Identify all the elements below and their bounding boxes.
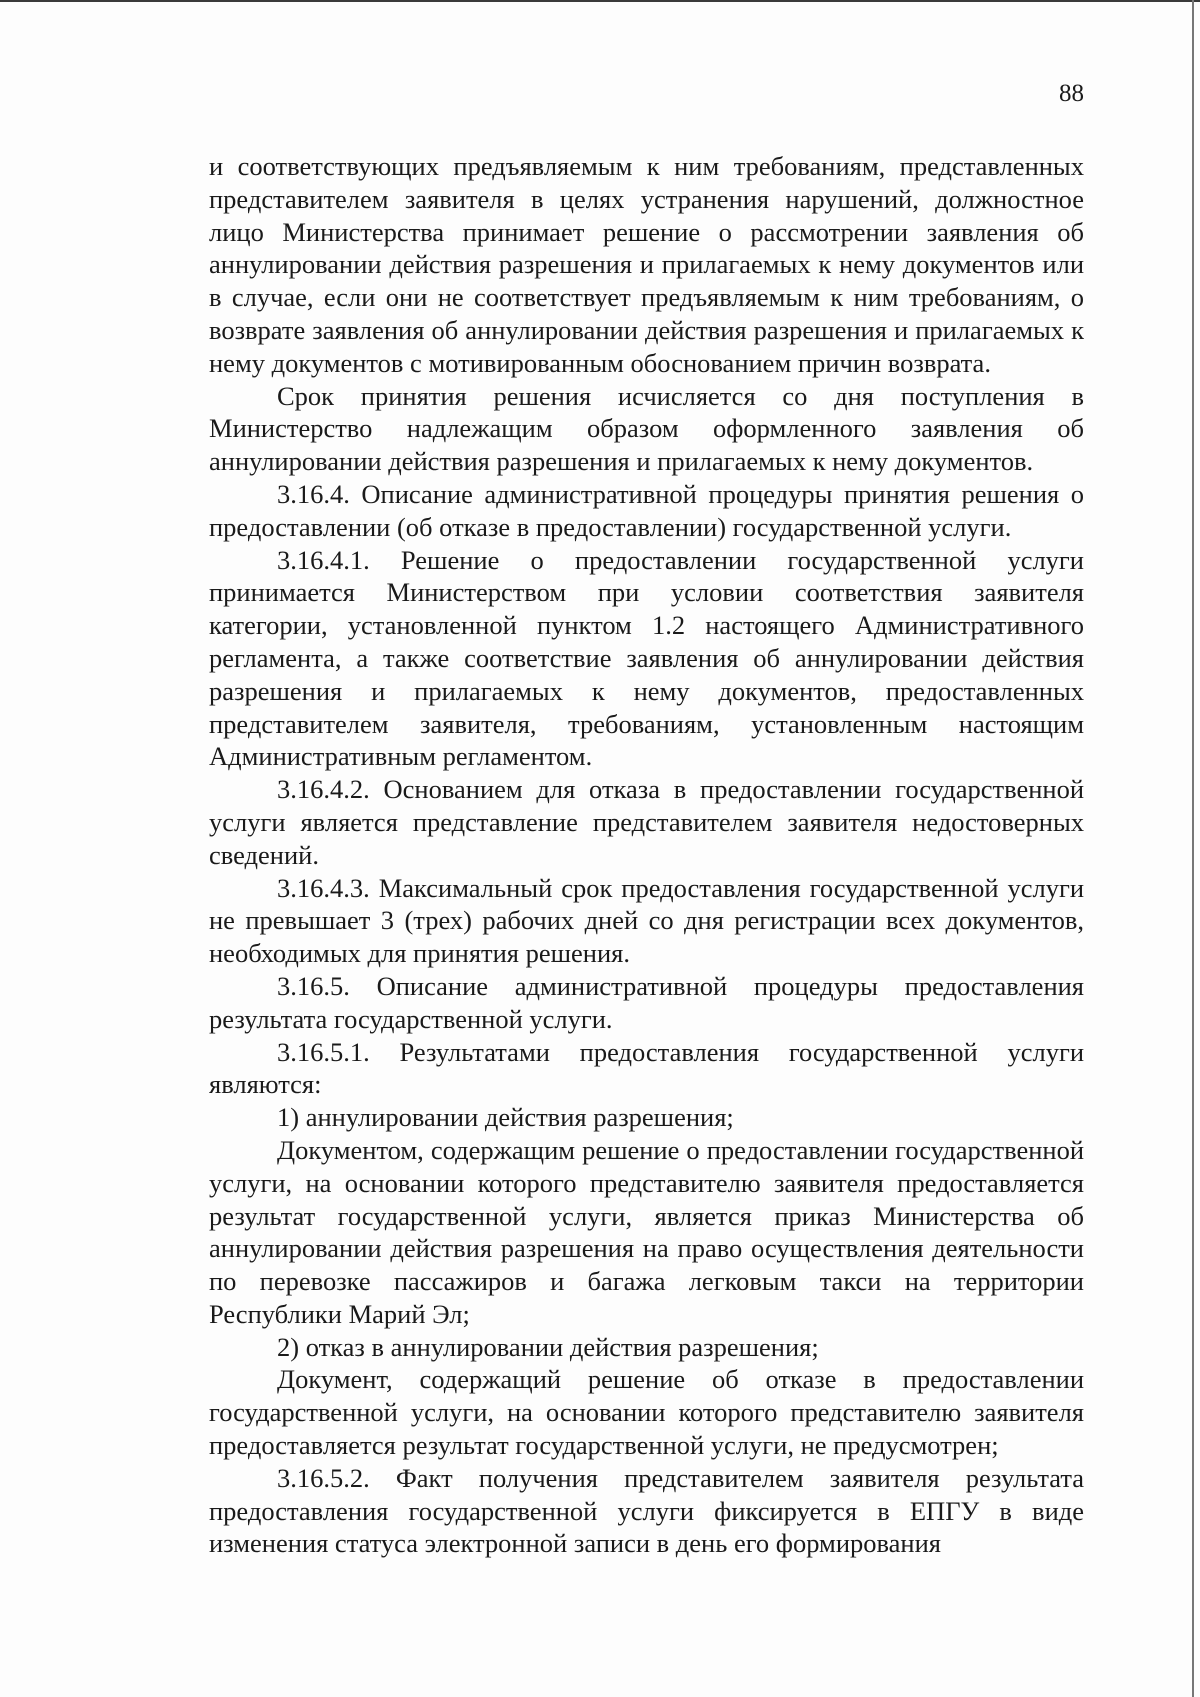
paragraph-continuation: и соответствующих предъявляемым к ним требованиям, представленных представителем заявителя в целях устранения нарушений, должностное лицо Министерства принимает решение о рассмотрении заявления об аннулировании действия разрешения и прилагаемых к нему документов или в случае, если они не соответствует предъявляемым к ним требованиям, о возврате заявления об аннулировании действия разрешения и прилагаемых к нему документов с мотивированным обоснованием причин возврата. xyxy=(209,151,1084,378)
paragraph-3-16-4-2: 3.16.4.2. Основанием для отказа в предоставлении государственной услуги является представление представителем заявителя недостоверных сведений. xyxy=(209,774,1084,870)
paragraph-3-16-4: 3.16.4. Описание административной процедуры принятия решения о предоставлении (об отказе в предоставлении) государственной услуги. xyxy=(209,478,1084,542)
document-body xyxy=(209,150,1084,1560)
list-item-1: 1) аннулировании действия разрешения; xyxy=(277,1102,734,1133)
page-number: 88 xyxy=(1059,80,1084,107)
paragraph-refusal-document: Документ, содержащий решение об отказе в предоставлении государственной услуги, на основании которого представителю заявителя предоставляется результат государственной услуги, не предусмотрен; xyxy=(209,1364,1084,1461)
paragraph-decision-term: Срок принятия решения исчисляется со дня поступления в Министерство надлежащим образом оформленного заявления об аннулировании действия разрешения и прилагаемых к нему документов. xyxy=(209,380,1084,477)
list-item-2: 2) отказ в аннулировании действия разрешения; xyxy=(277,1331,819,1362)
paragraph-3-16-5-1: 3.16.5.1. Результатами предоставления государственной услуги являются: xyxy=(209,1036,1084,1100)
paragraph-3-16-5: 3.16.5. Описание административной процедуры предоставления результата государственной услуги. xyxy=(209,970,1084,1034)
scan-top-edge xyxy=(0,0,1200,2)
paragraph-result-document: Документом, содержащим решение о предоставлении государственной услуги, на основании которого представителю заявителя предоставляется результат государственной услуги, является приказ Министерства об аннулировании действия разрешения на право осуществления деятельности по перевозке пассажиров и багажа легковым такси на территории Республики Марий Эл; xyxy=(209,1134,1084,1329)
paragraph-3-16-4-1: 3.16.4.1. Решение о предоставлении государственной услуги принимается Министерством при условии соответствия заявителя категории, установленной пунктом 1.2 настоящего Административного регламента, а также соответствие заявления об аннулировании действия разрешения и прилагаемых к нему документов, предоставленных представителем заявителя, требованиям, установленным настоящим Административным регламентом. xyxy=(209,544,1084,772)
paragraph-3-16-4-3: 3.16.4.3. Максимальный срок предоставления государственной услуги не превышает 3 (трех) рабочих дней со дня регистрации всех документов, необходимых для принятия решения. xyxy=(209,872,1084,969)
paragraph-3-16-5-2: 3.16.5.2. Факт получения представителем заявителя результата предоставления государственной услуги фиксируется в ЕПГУ в виде изменения статуса электронной записи в день его формирования xyxy=(209,1462,1084,1559)
scan-right-edge xyxy=(1192,0,1194,1697)
